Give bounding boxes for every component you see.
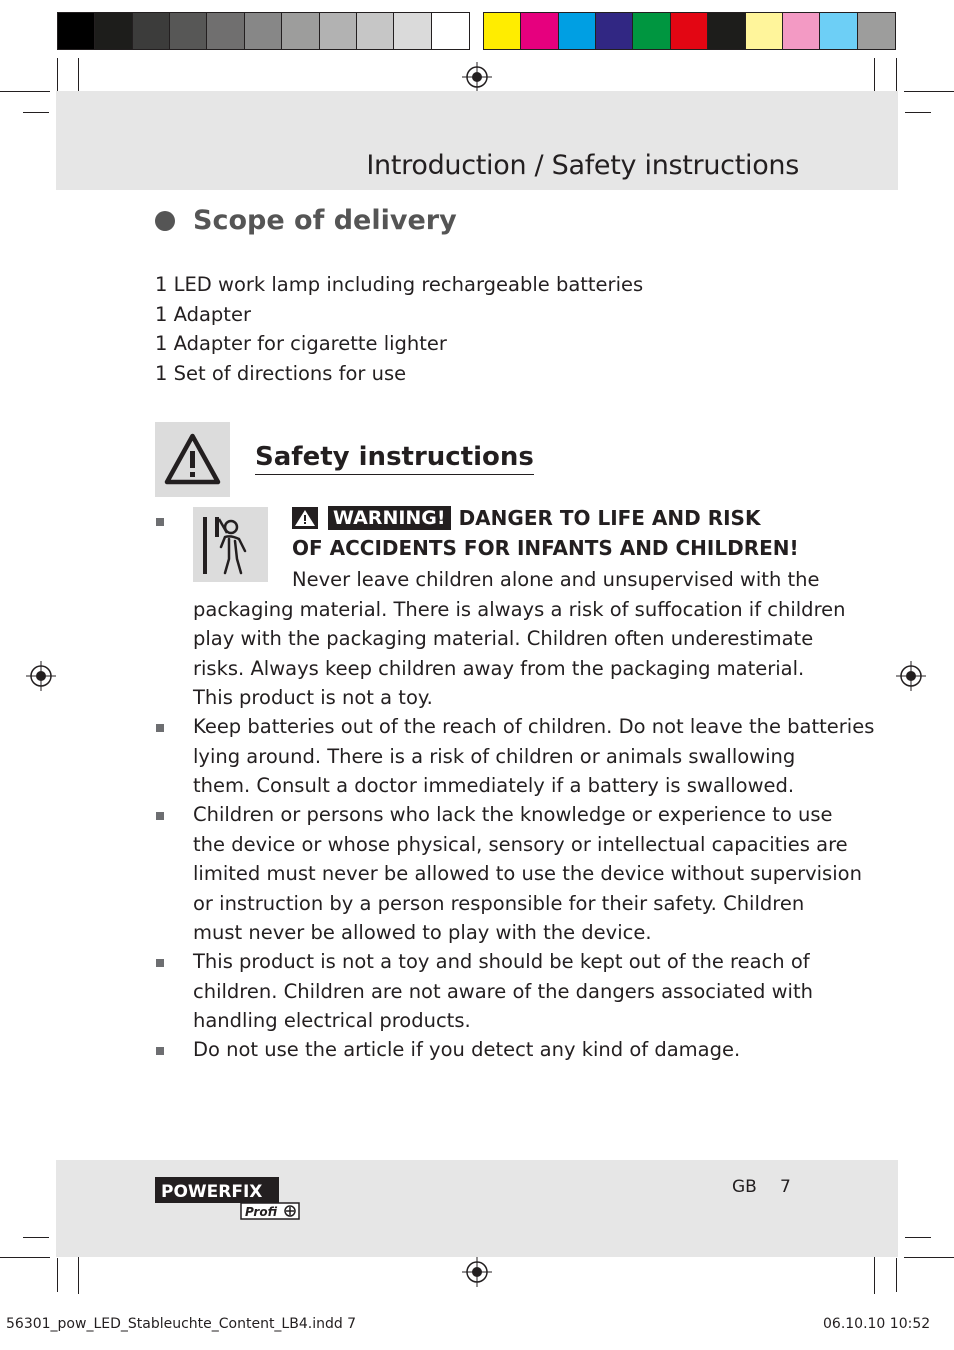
bullet-square-icon bbox=[156, 812, 164, 820]
process-swatch bbox=[633, 13, 670, 49]
list-item: 1 Adapter bbox=[155, 302, 251, 326]
paragraph-damage: Do not use the article if you detect any kind of damage. bbox=[193, 1038, 741, 1061]
danger-heading-2: OF ACCIDENTS FOR INFANTS AND CHILDREN! bbox=[292, 536, 799, 560]
gray-swatch bbox=[58, 13, 95, 49]
scope-title: Scope of delivery bbox=[193, 205, 457, 236]
process-swatch bbox=[484, 13, 521, 49]
registration-mark-icon bbox=[896, 661, 926, 691]
process-swatch bbox=[820, 13, 857, 49]
list-item: 1 Adapter for cigarette lighter bbox=[155, 332, 447, 355]
gray-swatch bbox=[320, 13, 357, 49]
registration-mark-icon bbox=[26, 661, 56, 691]
process-swatch bbox=[708, 13, 745, 49]
process-swatch bbox=[596, 13, 633, 49]
svg-text:Profi: Profi bbox=[245, 1205, 278, 1219]
bullet-dot-icon bbox=[155, 211, 175, 231]
warning-badge: WARNING! bbox=[328, 506, 451, 530]
registration-mark-icon bbox=[462, 1257, 492, 1287]
page-title: Introduction / Safety instructions bbox=[366, 150, 799, 181]
gray-swatch bbox=[357, 13, 394, 49]
language-code: GB bbox=[732, 1177, 757, 1197]
bullet-square-icon bbox=[156, 518, 164, 526]
gray-swatch bbox=[394, 13, 431, 49]
gray-swatch bbox=[282, 13, 319, 49]
gray-swatch bbox=[432, 13, 469, 49]
process-swatch bbox=[559, 13, 596, 49]
danger-line-2 bbox=[292, 536, 799, 560]
list-item: 1 LED work lamp including rechargeable batteries bbox=[155, 273, 644, 296]
gray-swatch bbox=[95, 13, 132, 49]
slug-filename: 56301_pow_LED_Stableuchte_Content_LB4.indd 7 bbox=[6, 1316, 357, 1332]
bullet-square-icon bbox=[156, 1047, 164, 1055]
paragraph-supervision: Children or persons who lack the knowledge or experience to use the device or whose physical, sensory or intellectual capacities are limited must never be allowed to use the device without supervision or instruction by a person responsible for their safety. Children must never be allowed to play with the device. bbox=[193, 803, 862, 944]
gray-swatch bbox=[207, 13, 244, 49]
danger-heading-1: DANGER TO LIFE AND RISK bbox=[458, 506, 761, 530]
registration-mark-icon bbox=[462, 62, 492, 92]
color-bar-process bbox=[483, 12, 896, 50]
gray-swatch bbox=[245, 13, 282, 49]
process-swatch bbox=[671, 13, 708, 49]
process-swatch bbox=[521, 13, 558, 49]
page-number: 7 bbox=[780, 1177, 791, 1197]
process-swatch bbox=[858, 13, 895, 49]
safety-title: Safety instructions bbox=[255, 442, 534, 475]
slug-datetime: 06.10.10 10:52 bbox=[823, 1316, 931, 1332]
color-bar-grayscale bbox=[57, 12, 470, 50]
process-swatch bbox=[746, 13, 783, 49]
gray-swatch bbox=[170, 13, 207, 49]
delivery-list bbox=[155, 270, 643, 388]
paragraph-packaging: Never leave children alone and unsupervised with the packaging material. There is always a risk of suffocation if children play with the packaging material. Children often underestimate risks. Always keep children away from the packaging material. This product is not a toy. bbox=[193, 568, 846, 709]
gray-swatch bbox=[133, 13, 170, 49]
bullet-square-icon bbox=[156, 959, 164, 967]
list-item: 1 Set of directions for use bbox=[155, 361, 407, 385]
paragraph-not-a-toy: This product is not a toy and should be kept out of the reach of children. Children are not aware of the dangers associated with handling electrical products. bbox=[193, 950, 813, 1032]
paragraph-batteries: Keep batteries out of the reach of children. Do not leave the batteries lying around. There is a risk of children or animals swallowing them. Consult a doctor immediately if a battery is swallowed. bbox=[193, 715, 875, 797]
warning-triangle-icon bbox=[155, 422, 230, 497]
svg-text:POWERFIX: POWERFIX bbox=[161, 1182, 263, 1202]
scope-heading bbox=[155, 205, 457, 236]
process-swatch bbox=[783, 13, 820, 49]
warning-triangle-small-icon bbox=[292, 507, 318, 529]
danger-line-1 bbox=[292, 506, 760, 530]
powerfix-logo bbox=[155, 1176, 300, 1220]
bullet-square-icon bbox=[156, 724, 164, 732]
